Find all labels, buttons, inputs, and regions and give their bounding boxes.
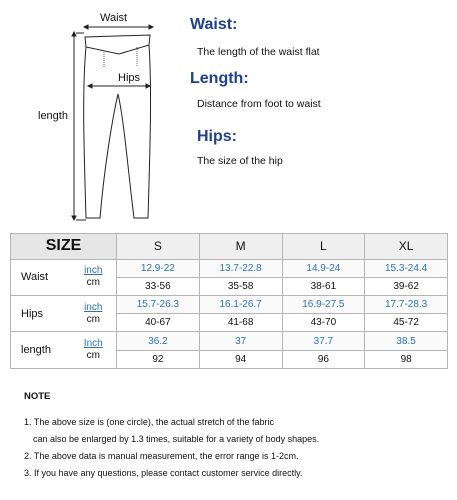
unit-cell: [71, 296, 117, 332]
cell-cm: 39-62: [365, 277, 448, 295]
cell-inch: 15.3-24.4: [365, 259, 448, 277]
cell-inch: 15.7-26.3: [117, 296, 200, 314]
size-xl: XL: [365, 234, 448, 260]
unit-cm-label: cm: [86, 313, 100, 325]
cell-inch: 16.9-27.5: [282, 296, 365, 314]
size-m: M: [199, 234, 282, 260]
size-header: SIZE: [11, 234, 117, 260]
unit-cell: [71, 332, 117, 369]
cell-inch: 14.9-24: [282, 259, 365, 277]
cell-cm: 38-61: [282, 277, 365, 295]
cell-cm: 98: [365, 350, 448, 368]
cell-inch: 37: [199, 332, 282, 350]
legend-waist-desc: The length of the waist flat: [197, 46, 320, 58]
note-title: NOTE: [24, 391, 51, 402]
size-s: S: [117, 234, 200, 260]
legend-hips-title: Hips:: [197, 128, 237, 145]
cell-cm: 35-58: [199, 277, 282, 295]
row-label-waist: Waist: [11, 259, 71, 295]
cell-cm: 33-56: [117, 277, 200, 295]
row-label-length: length: [11, 332, 71, 369]
note-line-1: 1. The above size is (one circle), the actual stretch of the fabric: [24, 417, 274, 427]
legend-waist-title: Waist:: [190, 16, 238, 33]
table-row: [11, 332, 448, 350]
size-table: [10, 233, 448, 369]
table-row: [11, 296, 448, 314]
hips-dim-label: Hips: [118, 72, 141, 84]
cell-cm: 41-68: [199, 314, 282, 332]
unit-cm-label: cm: [86, 350, 100, 362]
unit-cell: [71, 259, 117, 295]
cell-inch: 17.7-28.3: [365, 296, 448, 314]
unit-inch-label: inch: [84, 265, 103, 277]
note-line-1-cont: can also be enlarged by 1.3 times, suitable for a variety of body shapes.: [33, 434, 320, 444]
cell-cm: 92: [117, 350, 200, 368]
pants-diagram: [0, 0, 180, 230]
cell-cm: 94: [199, 350, 282, 368]
row-label-hips: Hips: [11, 296, 71, 332]
cell-inch: 12.9-22: [117, 259, 200, 277]
cell-inch: 13.7-22.8: [199, 259, 282, 277]
pants-outline: [84, 45, 151, 218]
table-row: [11, 259, 448, 277]
cell-cm: 96: [282, 350, 365, 368]
waist-dim-label: Waist: [100, 12, 128, 24]
unit-inch-label: Inch: [83, 338, 103, 350]
note-line-3: 3. If you have any questions, please contact customer service directly.: [24, 468, 303, 478]
cell-cm: 45-72: [365, 314, 448, 332]
legend-length-title: Length:: [190, 70, 249, 87]
cell-inch: 16.1-26.7: [199, 296, 282, 314]
note-line-2: 2. The above data is manual measurement, the error range is 1-2cm.: [24, 451, 299, 461]
unit-cm-label: cm: [86, 277, 100, 289]
length-dim-label: length: [38, 110, 68, 122]
legend-hips-desc: The size of the hip: [197, 155, 283, 167]
cell-cm: 43-70: [282, 314, 365, 332]
cell-inch: 36.2: [117, 332, 200, 350]
cell-inch: 37.7: [282, 332, 365, 350]
unit-inch-label: inch: [84, 301, 103, 313]
legend-length-desc: Distance from foot to waist: [197, 98, 321, 110]
size-header-row: [11, 234, 448, 260]
waistband: [85, 35, 150, 54]
size-l: L: [282, 234, 365, 260]
cell-cm: 40-67: [117, 314, 200, 332]
cell-inch: 38.5: [365, 332, 448, 350]
